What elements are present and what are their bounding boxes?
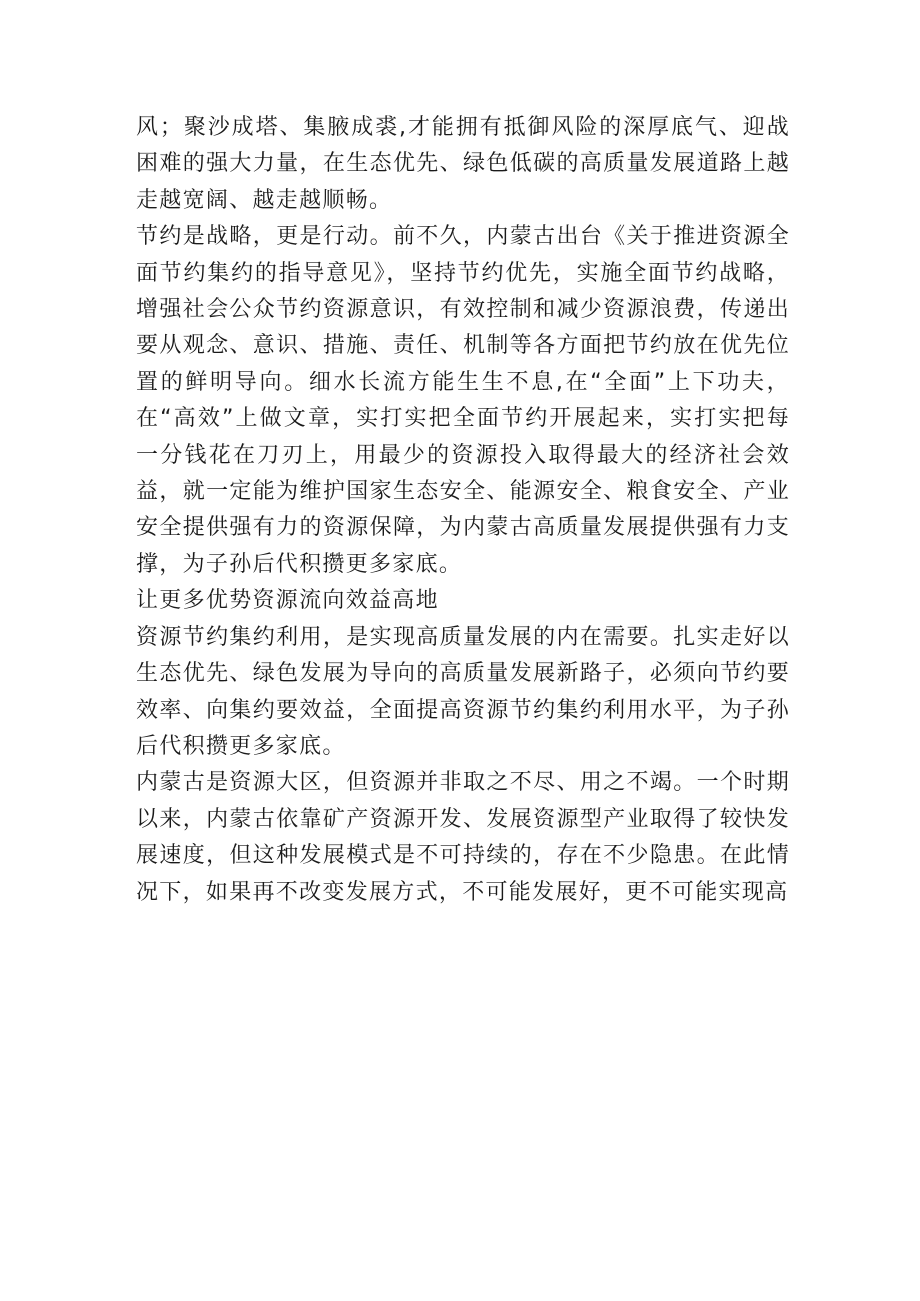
document-body (136, 110, 790, 911)
paragraph-saving-strategy: 节约是战略，更是行动。前不久，内蒙古出台《关于推进资源全面节约集约的指导意见》，坚持节约优先，实施全面节约战略，增强社会公众节约资源意识，有效控制和减少资源浪费，传递出要从观念、意识、措施、责任、机制等各方面把节约放在优先位置的鲜明导向。细水长流方能生生不息,在“全面”上下功夫，在“高效”上做文章，实打实把全面节约开展起来，实打实把每一分钱花在刀刃上，用最少的资源投入取得最大的经济社会效益，就一定能为维护国家生态安全、能源安全、粮食安全、产业安全提供强有力的资源保障，为内蒙古高质量发展提供强有力支撑，为子孙后代积攒更多家底。 (136, 224, 790, 577)
paragraph-resource-region: 内蒙古是资源大区，但资源并非取之不尽、用之不竭。一个时期以来，内蒙古依靠矿产资源开发、发展资源型产业取得了较快发展速度，但这种发展模式是不可持续的，存在不少隐患。在此情况下，如果再不改变发展方式，不可能发展好，更不可能实现高 (136, 770, 790, 905)
paragraph-intensive-use: 资源节约集约利用，是实现高质量发展的内在需要。扎实走好以生态优先、绿色发展为导向的高质量发展新路子，必须向节约要效率、向集约要效益，全面提高资源节约集约利用水平，为子孙后代积攒更多家底。 (136, 624, 790, 759)
paragraph-continuation: 风；聚沙成塔、集腋成裘,才能拥有抵御风险的深厚底气、迎战困难的强大力量，在生态优先、绿色低碳的高质量发展道路上越走越宽阔、越走越顺畅。 (136, 115, 790, 213)
section-heading: 让更多优势资源流向效益高地 (136, 588, 439, 614)
